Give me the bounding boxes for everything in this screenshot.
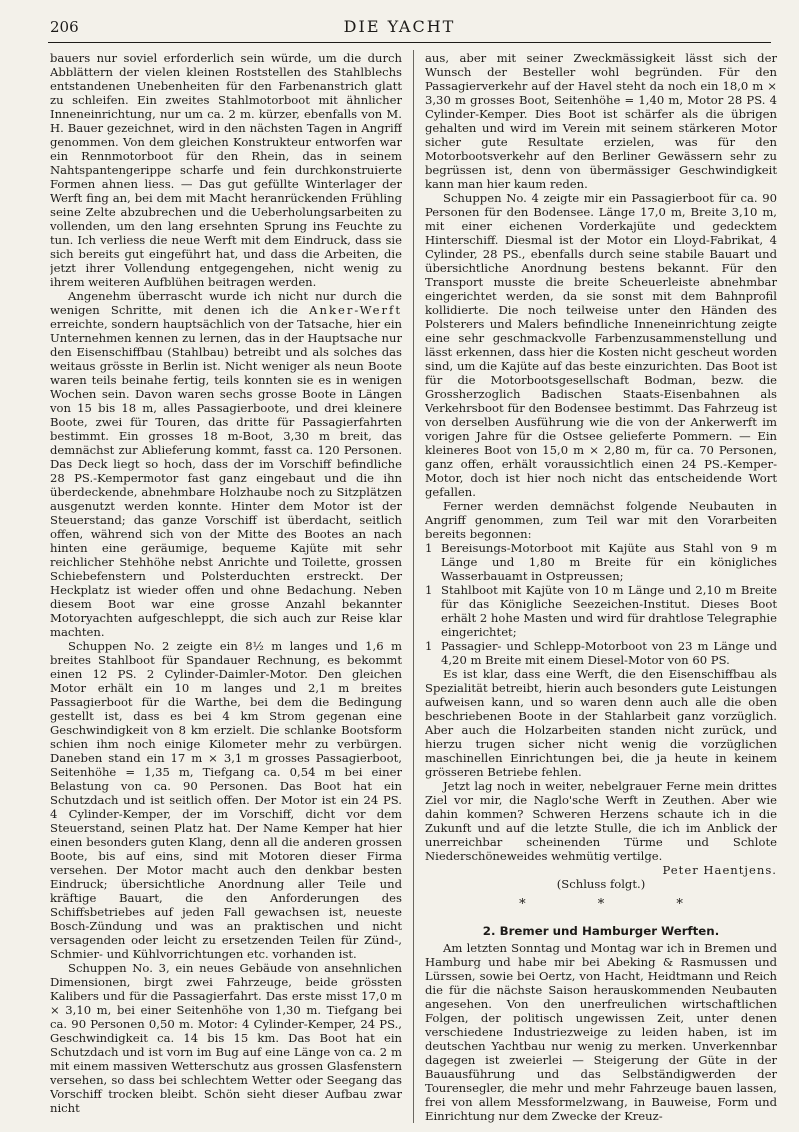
new-builds-list <box>425 541 777 667</box>
paragraph: Am letzten Sonntag und Montag war ich in Bremen und Hamburg und habe mir bei Abeking & Rasmussen und Lürssen, sowie bei Oertz, von Hacht, Heidtmann und Reich die für die nächste Saison herauskommenden Neubauten angesehen. Von den unerfreulichen wirtschaftlichen Folgen, der politisch ungewissen Zeit, unter denen verschiedene Industriezweige zu leiden haben, ist im deutschen Yachtbau nur wenig zu merken. Unverkennbar dagegen ist zweierlei — Steigerung der Güte in der Bauausführung und das Selbständigwerden der Tourensegler, die mehr und mehr Fahrzeuge bauen lassen, frei von allem Messformelzwang, in Bauweise, Form und Einrichtung nur dem Zwecke der Kreuz- <box>425 941 777 1123</box>
list-number: 1 <box>425 541 433 555</box>
list-text: Bereisungs-Motorboot mit Kajüte aus Stahl von 9 m Länge und 1,80 m Breite für ein königliches Wasserbauamt in Ostpreussen; <box>441 541 777 583</box>
list-number: 1 <box>425 583 433 597</box>
list-item <box>425 583 777 639</box>
paragraph: Es ist klar, dass eine Werft, die den Eisenschiffbau als Spezialität betreibt, hierin auch besonders gute Leistungen aufweisen kann, und so waren denn auch alle die oben beschriebenen Boote in der Stahlarbeit ganz vorzüglich. Aber auch die Holzarbeiten standen nicht zurück, und hierzu trugen sicher nicht wenig die vorzüglichen maschinellen Einrichtungen bei, die ja heute in keinem grösseren Betriebe fehlen. <box>425 667 777 779</box>
list-item <box>425 541 777 583</box>
to-be-continued: (Schluss folgt.) <box>556 877 646 891</box>
page-number: 206 <box>50 18 79 36</box>
paragraph-text: Angenehm überrascht wurde ich nicht nur durch die wenigen Schritte, mit denen ich die <box>50 289 402 317</box>
paragraph: Ferner werden demnächst folgende Neubauten in Angriff genommen, zum Teil war mit den Vorarbeiten bereits begonnen: <box>425 499 777 541</box>
paragraph: Schuppen No. 3, ein neues Gebäude von ansehnlichen Dimensionen, birgt zwei Fahrzeuge, beide grössten Kalibers und für die Passagierfahrt. Das erste misst 17,0 m × 3,10 m, bei einer Seitenhöhe von 1,30 m. Tiefgang bei ca. 90 Personen 0,50 m. Motor: 4 Cylinder-Kemper, 24 PS., Geschwindigkeit ca. 14 bis 15 km. Das Boot hat ein Schutzdach und ist vorn im Bug auf eine Länge von ca. 2 m mit einem massiven Wetterschutz aus grossen Glasfenstern versehen, so dass bei schlechtem Wetter oder Seegang das Vorschiff trocken bleibt. Schön sieht dieser Aufbau zwar nicht <box>50 961 402 1115</box>
paragraph: Schuppen No. 2 zeigte ein 8½ m langes und 1,6 m breites Stahlboot für Spandauer Rechnung, es bekommt einen 12 PS. 2 Cylinder-Daimler-Motor. Den gleichen Motor erhält ein 10 m langes und 2,1 m breites Passagierboot für die Warthe, bei dem die Bedingung gestellt ist, dass es bei 4 km Strom gegenan eine Geschwindigkeit von 8 km erzielt. Die schlanke Bootsform schien ihm noch einige Kilometer mehr zu verbürgen. Daneben stand ein 17 m × 3,1 m grosses Passagierboot, Seitenhöhe = 1,35 m, Tiefgang ca. 0,54 m bei einer Belastung von ca. 90 Personen. Das Boot hat ein Schutzdach und ist seitlich offen. Der Motor ist ein 24 PS. 4 Cylinder-Kemper, der im Vorschiff, dicht vor dem Steuerstand, seinen Platz hat. Der Name Kemper hat hier einen besonders guten Klang, denn all die anderen grossen Boote, bis auf eins, sind mit Motoren dieser Firma versehen. Der Motor macht auch den denkbar besten Eindruck; übersichtliche Anordnung aller Teile und kräftige Bauart, die den Anforderungen des Schiffsbetriebes auf jeden Fall gewachsen ist, neueste Bosch-Zündung und was an praktischen und nicht versagenden oder leicht zu ersetzenden Teilen für Zünd-, Schmier- und Kühlvorrichtungen etc. vorhanden ist. <box>50 639 402 961</box>
list-text: Stahlboot mit Kajüte von 10 m Länge und 2,10 m Breite für das Königliche Seezeichen-Institut. Dieses Boot erhält 2 hohe Masten und wird für drahtlose Telegraphie eingerichtet; <box>441 583 777 639</box>
list-text: Passagier- und Schlepp-Motorboot von 23 m Länge und 4,20 m Breite mit einem Diesel-Motor von 60 PS. <box>441 639 777 667</box>
paragraph <box>50 289 402 639</box>
header-rule <box>48 42 771 43</box>
list-item <box>425 639 777 667</box>
section-separator: * * * <box>519 897 717 912</box>
section-heading: 2. Bremer und Hamburger Werften. <box>482 924 720 938</box>
paragraph: aus, aber mit seiner Zweckmässigkeit lässt sich der Wunsch der Besteller wohl begründen. Für den Passagierverkehr auf der Havel steht da noch ein 18,0 m × 3,30 m grosses Boot, Seitenhöhe = 1,40 m, Motor 28 PS. 4 Cylinder-Kemper. Dies Boot ist schärfer als die übrigen gehalten und wird im Verein mit seinem stärkeren Motor sicher gute Resultate erzielen, was für den Motorbootsverkehr auf den Berliner Gewässern sehr zu begrüssen ist, denn von übermässiger Geschwindigkeit kann man hier kaum reden. <box>425 51 777 191</box>
company-name: Anker-Werft <box>309 303 402 317</box>
paragraph: bauers nur soviel erforderlich sein würde, um die durch Abblättern der vielen kleinen Roststellen des Stahlblechs entstandenen Unebenheiten für den Farbenanstrich glatt zu schleifen. Ein zweites Stahlmotorboot mit ähnlicher Inneneinrichtung, nur um ca. 2 m. kürzer, ebenfalls von M. H. Bauer gezeichnet, wird in den nächsten Tagen in Angriff genommen. Von dem gleichen Konstrukteur entworfen war ein Rennmotorboot für den Rhein, das in seinem Nahtspantengerippe scharfe und fein durchkonstruierte Formen ahnen liess. — Das gut gefüllte Winterlager der Werft fing an, bei dem mit Macht heranrückenden Frühling seine Zelte abzubrechen und die Ueberholungsarbeiten zu vollenden, um den lang ersehnten Sprung ins Feuchte zu tun. Ich verliess die neue Werft mit dem Eindruck, dass sie sich bereits gut eingeführt hat, und dass die Arbeiten, die jetzt ihrer Vollendung entgegengehen, nicht wenig zu ihrem weiteren Aufblühen beitragen werden. <box>50 51 402 289</box>
running-head: DIE YACHT <box>343 17 456 36</box>
column-divider <box>413 50 414 1123</box>
paragraph: Schuppen No. 4 zeigte mir ein Passagierboot für ca. 90 Personen für den Bodensee. Länge 17,0 m, Breite 3,10 m, mit einer eichenen Vorderkajüte und gedecktem Hinterschiff. Diesmal ist der Motor ein Lloyd-Fabrikat, 4 Cylinder, 28 PS., ebenfalls durch seine stabile Bauart und übersichtliche Anordnung bestens bekannt. Für den Transport musste die breite Scheuerleiste abnehmbar eingerichtet werden, da sie sonst mit dem Bahnprofil kollidierte. Die noch teilweise unter den Händen des Polsterers und Malers befindliche Inneneinrichtung zeigte eine sehr geschmackvolle Farbenzusammenstellung und lässt erkennen, dass hier die Kosten nicht gescheut worden sind, um die Kajüte auf das beste einzurichten. Das Boot ist für die Motorbootsgesellschaft Bodman, bezw. die Grossherzoglich Badischen Staats-Eisenbahnen als Verkehrsboot für den Bodensee bestimmt. Das Fahrzeug ist von derselben Ausführung wie die von der Ankerwerft im vorigen Jahre für die Ostsee gelieferte Pommern. — Ein kleineres Boot von 15,0 m × 2,80 m, für ca. 70 Personen, ganz offen, erhält voraussichtlich einen 24 PS.-Kemper-Motor, doch ist hier noch nicht das entscheidende Wort gefallen. <box>425 191 777 499</box>
author-signature: Peter Haentjens. <box>662 863 777 877</box>
paragraph: Jetzt lag noch in weiter, nebelgrauer Ferne mein drittes Ziel vor mir, die Naglo'sche Werft in Zeuthen. Aber wie dahin kommen? Schweren Herzens schaute ich in die Zukunft und auf die letzte Stulle, die ich im Anblick der unerreichbar scheinenden Türme und Schlote Niederschöneweides wehmütig vertilge. <box>425 779 777 863</box>
paragraph-text: erreichte, sondern hauptsächlich von der Tatsache, hier ein Unternehmen kennen zu lernen, das in der Hauptsache nur den Eisenschiffbau (Stahlbau) betreibt und als solches das weitaus grösste in Berlin ist. Nicht weniger als neun Boote waren teils beinahe fertig, teils konnten sie es in wenigen Wochen sein. Davon waren sechs grosse Boote in Längen von 15 bis 18 m, alles Passagierboote, und drei kleinere Boote, zwei für Touren, das dritte für Passagierfahrten bestimmt. Ein grosses 18 m-Boot, 3,30 m breit, das demnächst zur Ablieferung kommt, fasst ca. 120 Personen. Das Deck liegt so hoch, dass der im Vorschiff befindliche 28 PS.-Kempermotor fast ganz eingebaut und die ihn überdeckende, abnehmbare Holzhaube noch zu Sitzplätzen ausgenutzt werden konnte. Hinter dem Motor ist der Steuerstand; das ganze Vorschiff ist überdacht, seitlich offen, während sich von der Mitte des Bootes an nach hinten eine geräumige, bequeme Kajüte mit sehr reichlicher Stehhöhe nebst Anrichte und Toilette, grossen Schiebefenstern und Polsterduchten erstreckt. Der Heckplatz ist wieder offen und ohne Bedachung. Neben diesem Boot war eine grosse Anzahl bekannter Motoryachten aufgeschleppt, die sich auch zur Reise klar machten. <box>50 317 402 639</box>
list-number: 1 <box>425 639 433 653</box>
right-column <box>425 51 777 1127</box>
left-column <box>50 51 402 1127</box>
